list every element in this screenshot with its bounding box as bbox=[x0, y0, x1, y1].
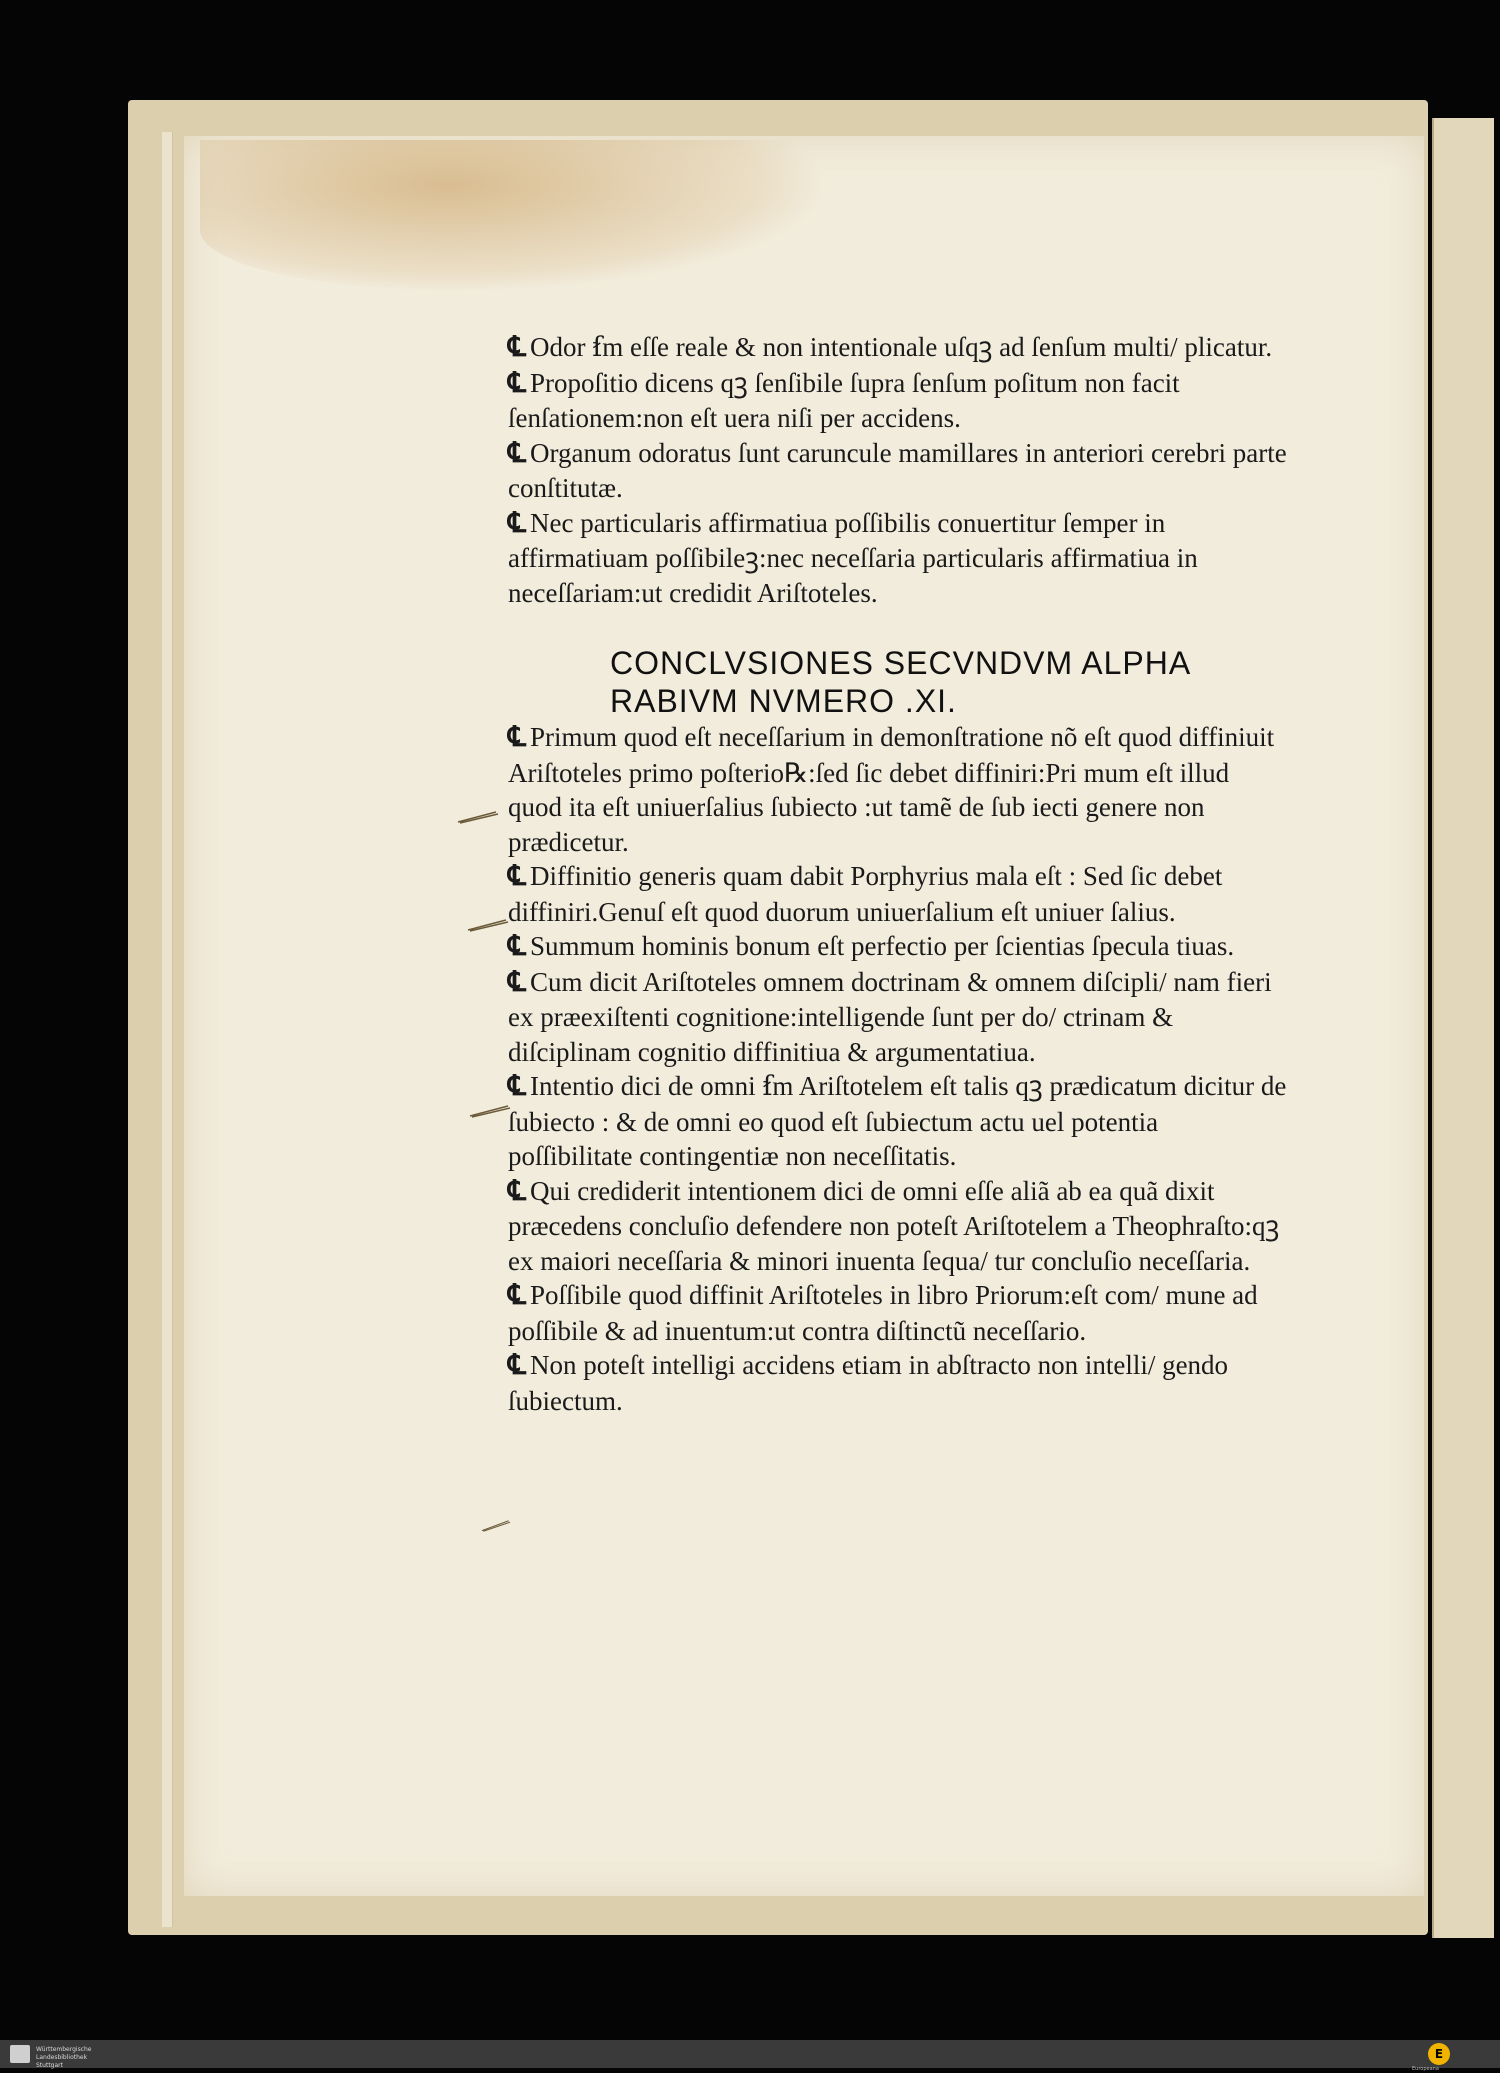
paragraph-text: Poſſibile quod diffinit Ariſtoteles in libro Priorum:eſt com/ mune ad poſſibile & ad inuentum:ut contra diſtinctũ neceſſario. bbox=[508, 1280, 1258, 1346]
paragraph-text: Nec particularis affirmatiua poſſibilis conuertitur ſemper in affirmatiuam poſſibileꝫ:nec neceſſaria particularis affirmatiua in neceſſariam:ut credidit Ariſtoteles. bbox=[508, 507, 1198, 608]
pilcrow-icon: ℄ bbox=[508, 332, 526, 363]
pilcrow-icon: ℄ bbox=[508, 861, 526, 892]
paragraph bbox=[508, 506, 1288, 611]
pilcrow-icon: ℄ bbox=[508, 931, 526, 962]
paragraph-text: Cum dicit Ariſtoteles omnem doctrinam & omnem diſcipli/ nam fieri ex præexiſtenti cognitione:intelligende ſunt per do/ ctrinam & diſciplinam cognitio diffinitiua & argumentatiua. bbox=[508, 966, 1272, 1067]
paragraph bbox=[508, 859, 1288, 929]
margin-pen-mark-4 bbox=[474, 1518, 518, 1532]
paragraph bbox=[508, 1174, 1288, 1279]
pilcrow-icon: ℄ bbox=[508, 437, 526, 469]
paragraph bbox=[508, 720, 1288, 859]
pilcrow-icon: ℄ bbox=[508, 507, 526, 539]
section-heading bbox=[610, 644, 1288, 720]
paragraph-text: Propoſitio dicens qꝫ ſenſibile ſupra ſenſum poſitum non facit ſenſationem:non eſt uera niſi per accidens. bbox=[508, 367, 1180, 433]
pilcrow-icon: ℄ bbox=[508, 1175, 526, 1207]
pilcrow-icon: ℄ bbox=[508, 722, 526, 753]
paragraph bbox=[508, 330, 1288, 366]
page-gutter bbox=[162, 132, 173, 1927]
pilcrow-icon: ℄ bbox=[508, 1280, 526, 1311]
pilcrow-icon: ℄ bbox=[508, 1350, 526, 1381]
facing-page-edge bbox=[1432, 118, 1494, 1938]
paragraph bbox=[508, 436, 1288, 506]
heading-line-2: RABIVM NVMERO .XI. bbox=[610, 683, 957, 719]
heading-line-1: CONCLVSIONES SECVNDVM ALPHA bbox=[610, 645, 1192, 681]
paragraph bbox=[508, 965, 1288, 1070]
paragraph bbox=[508, 1069, 1288, 1174]
conclusions-section-top bbox=[508, 330, 1288, 610]
paragraph-text: Diffinitio generis quam dabit Porphyrius mala eſt : Sed ſic debet diffiniri.Genuſ eſt quod duorum uniuerſalium eſt uniuer ſalius. bbox=[508, 861, 1223, 927]
margin-pen-mark-2 bbox=[466, 918, 510, 932]
paragraph-text: Non poteſt intelligi accidens etiam in abſtracto non intelli/ gendo ſubiectum. bbox=[508, 1350, 1229, 1416]
paragraph-text: Summum hominis bonum eſt perfectio per ſcientias ſpecula tiuas. bbox=[529, 931, 1235, 961]
pilcrow-icon: ℄ bbox=[508, 966, 526, 998]
paragraph bbox=[508, 366, 1288, 436]
viewer-footer bbox=[0, 2040, 1500, 2072]
paragraph bbox=[508, 1278, 1288, 1348]
paragraph-text: Intentio dici de omni ẜm Ariſtotelem eſt talis qꝫ prædicatum dicitur de ſubiecto : & de omni eo quod eſt ſubiectum actu uel potentia poſſibilitate contingentiæ non neceſſitatis. bbox=[508, 1071, 1287, 1171]
paragraph-text: Organum odoratus ſunt caruncule mamillares in anteriori cerebri parte conſtitutæ. bbox=[508, 437, 1287, 503]
europeana-caption: Europeana bbox=[1412, 2066, 1439, 2072]
paragraph bbox=[508, 1348, 1288, 1418]
paragraph-text: Odor ẜm eſſe reale & non intentionale uſqꝫ ad ſenſum multi/ plicatur. bbox=[529, 332, 1273, 362]
conclusions-section-alpharabius bbox=[508, 720, 1288, 1418]
pilcrow-icon: ℄ bbox=[508, 1071, 526, 1102]
paragraph-text: Qui crediderit intentionem dici de omni eſſe aliã ab ea quã dixit præcedens concluſio defendere non poteſt Ariſtotelem a Theophraſto:qꝫ ex maiori neceſſaria & minori inuenta ſequa/ tur concluſio neceſſaria. bbox=[508, 1175, 1280, 1276]
library-name: Württembergische Landesbibliothek Stuttgart bbox=[36, 2046, 92, 2069]
paragraph bbox=[508, 929, 1288, 965]
europeana-badge-icon[interactable]: E bbox=[1428, 2043, 1450, 2065]
printed-text-block bbox=[508, 330, 1288, 1418]
paragraph-text: Primum quod eſt neceſſarium in demonſtratione nõ eſt quod diffiniuit Ariſtoteles primo poſterio℞:ſed ſic debet diffiniri:Pri mum eſt illud quod ita eſt uniuerſalius ſubiecto :ut tamẽ de ſub iecti genere non prædicetur. bbox=[508, 722, 1275, 857]
margin-pen-mark-3 bbox=[468, 1104, 512, 1118]
pilcrow-icon: ℄ bbox=[508, 367, 526, 399]
margin-pen-mark-1 bbox=[456, 810, 500, 824]
library-logo-icon bbox=[10, 2045, 30, 2063]
